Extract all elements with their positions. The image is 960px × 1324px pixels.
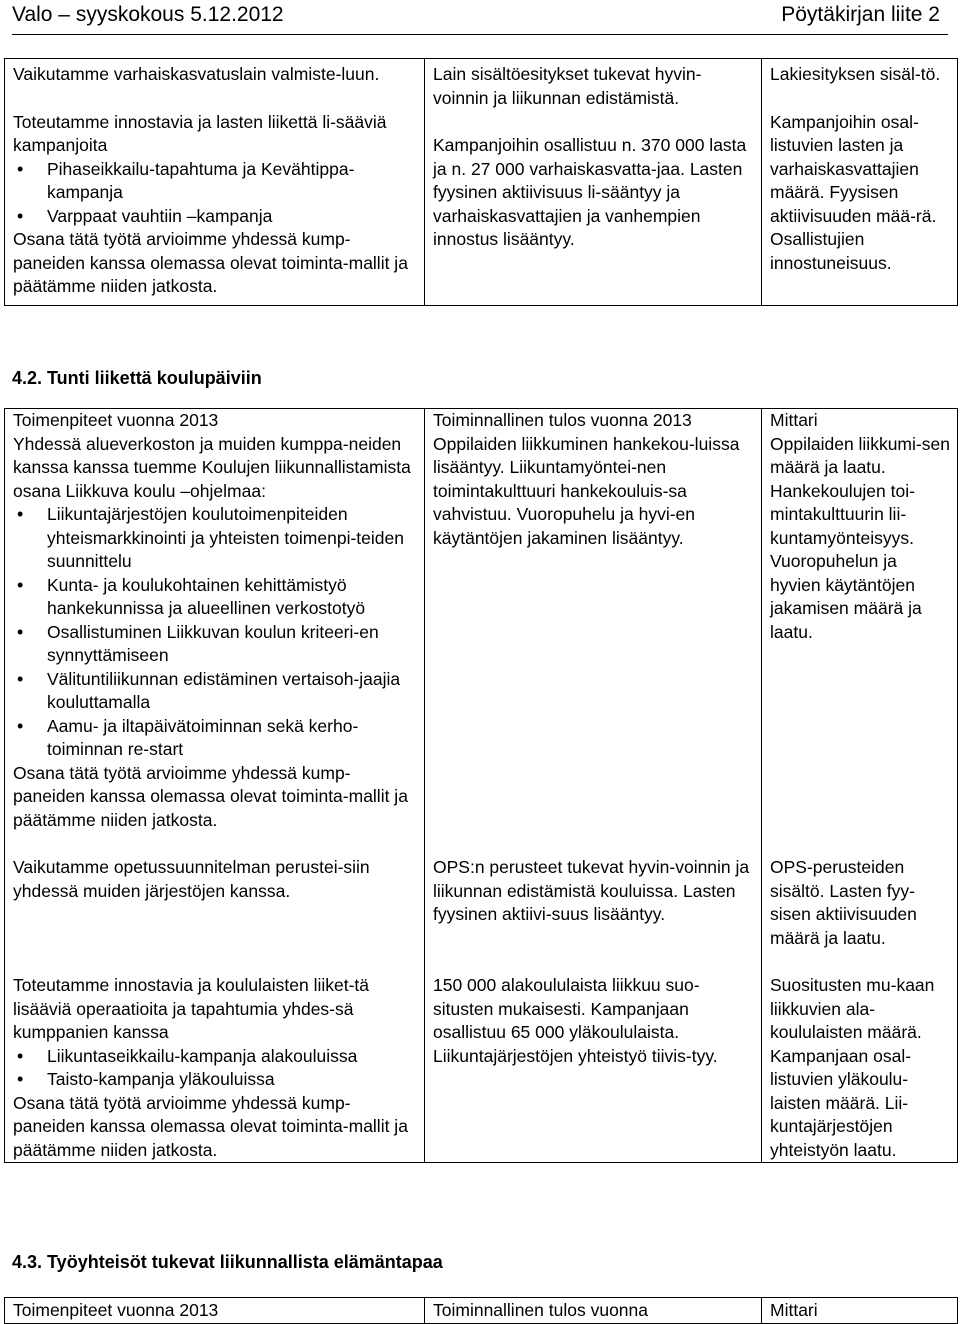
table-row [5, 59, 958, 306]
section-heading-4-2: 4.2. Tunti liikettä koulupäiviin [12, 368, 262, 388]
table-cell-outcome: Oppilaiden liikkuminen hankekou-luissa lisääntyy. Liikuntamyöntei-nen toimintakulttuuri hankekouluis-sa vahvistuu. Vuoropuhelu ja hyvi-en käytäntöjen jakaminen lisääntyy. [425, 433, 762, 833]
table-cell-metric: Oppilaiden liikkumi-sen määrä ja laatu. Hankekoulujen toi-mintakulttuurin lii-kuntamyönteisyys. Vuoropuhelun ja hyvien käytäntöjen jakamisen määrä ja laatu. [762, 433, 958, 833]
cell-paragraph: Kampanjoihin osal-listuvien lasten ja varhaiskasvattajien määrä. Fyysisen aktiivisuuden mää-rä. Osallistujien innostuneisuus. [770, 111, 937, 273]
cell-paragraph: Lain sisältöesitykset tukevat hyvin-voinnin ja liikunnan edistämistä. [433, 64, 702, 108]
list-item: • Taisto-kampanja yläkouluissa [13, 1068, 418, 1092]
list-item: • Varppaat vauhtiin –kampanja [13, 205, 418, 229]
bullet-list [13, 158, 418, 229]
column-header-metric: Mittari [762, 409, 958, 433]
column-header-actions: Toimenpiteet vuonna 2013 [5, 409, 425, 433]
bullet-list [13, 503, 418, 762]
table-school-activity [4, 408, 958, 1163]
cell-paragraph: Toteutamme innostavia ja lasten liikettä li-sääviä kampanjoita [13, 111, 387, 155]
list-item: • Pihaseikkailu-tapahtuma ja Kevähtippa-kampanja [13, 158, 418, 205]
list-item: • Välituntiliikunnan edistäminen vertaisoh-jaajia kouluttamalla [13, 668, 418, 715]
table-cell-actions [5, 974, 425, 1163]
list-item: • Aamu- ja iltapäivätoiminnan sekä kerho-toiminnan re-start [13, 715, 418, 762]
column-header-outcome: Toiminnallinen tulos vuonna 2013 [425, 409, 762, 433]
table-row [5, 856, 958, 950]
cell-paragraph: Lakiesityksen sisäl-tö. [770, 64, 941, 84]
table-cell-outcome [425, 59, 762, 306]
page-header [12, 2, 948, 38]
table-header-row [5, 1298, 958, 1324]
table-header-row [5, 409, 958, 433]
bullet-list [13, 1045, 418, 1092]
list-item: • Liikuntajärjestöjen koulutoimenpiteiden yhteismarkkinointi ja yhteisten toimenpi-teiden suunnittelu [13, 503, 418, 574]
list-item: • Liikuntaseikkailu-kampanja alakouluissa [13, 1045, 418, 1069]
cell-paragraph: Kampanjoihin osallistuu n. 370 000 lasta ja n. 27 000 varhaiskasvatta-jaa. Lasten fyysinen aktiivisuus li-sääntyy ja varhaiskasvattajien ja vanhempien innostus lisääntyy. [433, 135, 747, 249]
table-cell-actions [5, 59, 425, 306]
cell-paragraph: Osana tätä työtä arvioimme yhdessä kump-paneiden kanssa olemassa olevat toiminta-mallit ja päätämme niiden jatkosta. [13, 762, 408, 830]
header-title: Valo – syyskokous 5.12.2012 [12, 3, 284, 26]
list-item: • Kunta- ja koulukohtainen kehittämistyö hankekunnissa ja alueellinen verkostotyö [13, 574, 418, 621]
table-row [5, 974, 958, 1163]
table-cell-actions: Vaikutamme opetussuunnitelman perustei-siin yhdessä muiden järjestöjen kanssa. [5, 856, 425, 950]
cell-paragraph: Vaikutamme varhaiskasvatuslain valmiste-luun. [13, 64, 380, 84]
cell-paragraph: Yhdessä alueverkoston ja muiden kumppa-neiden kanssa kanssa tuemme Koulujen liikunnallistamista osana Liikkuva koulu –ohjelmaa: [13, 433, 411, 501]
column-header-metric: Mittari [762, 1298, 958, 1324]
table-cell-metric: OPS-perusteiden sisältö. Lasten fyy-sisen aktiivisuuden määrä ja laatu. [762, 856, 958, 950]
table-cell-metric [762, 59, 958, 306]
table-workplace [4, 1297, 958, 1324]
column-header-outcome: Toiminnallinen tulos vuonna [425, 1298, 762, 1324]
table-cell-actions [5, 433, 425, 833]
table-early-childhood [4, 58, 958, 306]
table-cell-metric: Suositusten mu-kaan liikkuvien ala-koululaisten määrä. Kampanjaan osal-listuvien yläkoulu-laisten määrä. Lii-kuntajärjestöjen yhteistyön laatu. [762, 974, 958, 1163]
header-rule [12, 34, 948, 35]
cell-paragraph: Osana tätä työtä arvioimme yhdessä kump-paneiden kanssa olemassa olevat toiminta-mallit ja päätämme niiden jatkosta. [13, 1092, 408, 1160]
table-cell-outcome: OPS:n perusteet tukevat hyvin-voinnin ja liikunnan edistämistä kouluissa. Lasten fyysinen aktiivi-suus lisääntyy. [425, 856, 762, 950]
cell-paragraph: Osana tätä työtä arvioimme yhdessä kump-paneiden kanssa olemassa olevat toiminta-mallit ja päätämme niiden jatkosta. [13, 229, 408, 296]
header-appendix-label: Pöytäkirjan liite 2 [781, 3, 940, 26]
column-header-actions: Toimenpiteet vuonna 2013 [5, 1298, 425, 1324]
cell-paragraph: Toteutamme innostavia ja koululaisten liiket-tä lisääviä operaatioita ja tapahtumia yhdes-sä kumppanien kanssa [13, 975, 370, 1042]
table-row [5, 433, 958, 833]
section-heading-4-3: 4.3. Työyhteisöt tukevat liikunnallista elämäntapaa [12, 1252, 443, 1272]
list-item: • Osallistuminen Liikkuvan koulun kriteeri-en synnyttämiseen [13, 621, 418, 668]
table-cell-outcome: 150 000 alakoululaista liikkuu suo-situsten mukaisesti. Kampanjaan osallistuu 65 000 yläkoululaista. Liikuntajärjestöjen yhteistyö tiivis-tyy. [425, 974, 762, 1163]
